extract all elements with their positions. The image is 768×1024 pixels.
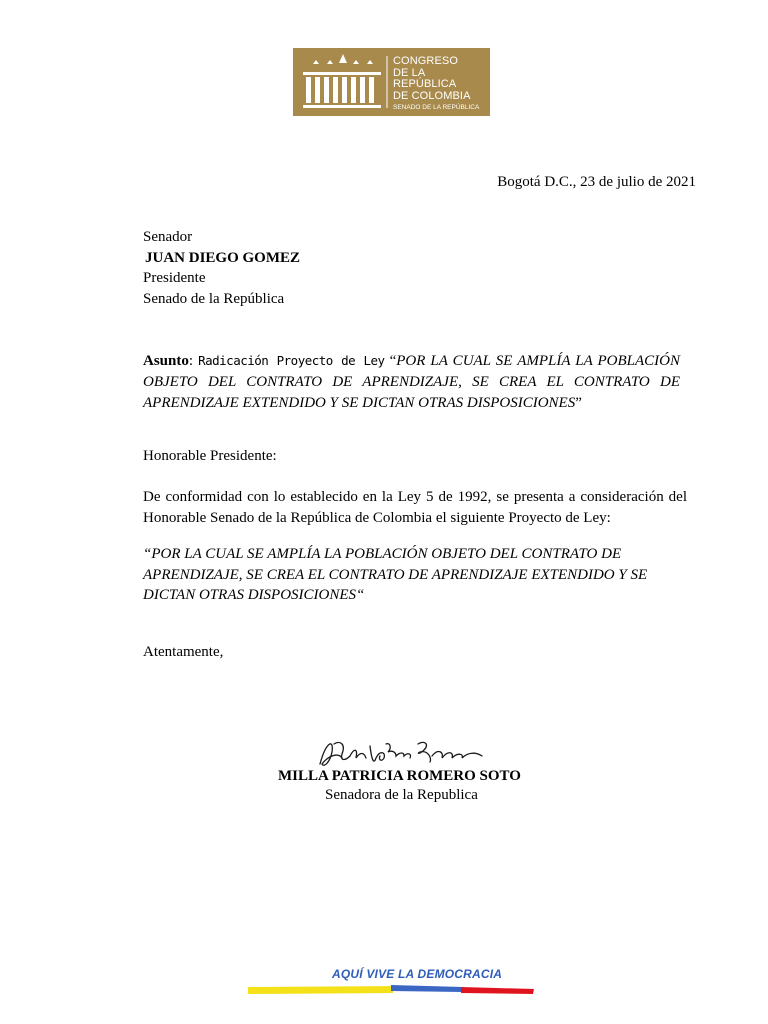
logo-line-3: DE COLOMBIA <box>393 89 471 102</box>
logo-line-1: CONGRESO <box>393 55 458 67</box>
subject-label: Asunto <box>143 353 189 369</box>
congress-logo <box>293 48 490 116</box>
letter-date: Bogotá D.C., 23 de julio de 2021 <box>497 174 696 190</box>
logo-text <box>393 56 490 112</box>
recipient-institution: Senado de la República <box>143 290 285 307</box>
body-paragraph: De conformidad con lo establecido en la Ley 5 de 1992, se presenta a consideración del Honorable Senado de la República de Colombia el siguiente Proyecto de Ley: <box>143 489 687 526</box>
closing: Atentamente, <box>143 644 224 660</box>
subject-prefix: Radicación Proyecto de Ley <box>198 353 385 368</box>
flag-yellow-stripe <box>248 986 393 994</box>
recipient-title: Senador <box>143 229 193 245</box>
subject-bill-title: POR LA CUAL SE AMPLÍA LA POBLACIÓN OBJETO DEL CONTRATO DE APRENDIZAJE, SE CREA EL CONTRATO DE APRENDIZAJE EXTENDIDO Y SE DICTAN OTRAS DISPOSICIONES <box>143 353 681 411</box>
quote-close: “ <box>356 587 365 603</box>
colombia-flag-stripe-icon <box>248 982 534 996</box>
salutation: Honorable Presidente: <box>143 448 277 464</box>
subject-open-quote: “ <box>389 353 397 369</box>
logo-line-4: SENADO DE LA REPÚBLICA <box>393 104 480 112</box>
bill-title-quote <box>143 544 663 606</box>
signer-name: MILLA PATRICIA ROMERO SOTO <box>278 768 521 784</box>
subject-close-quote: ” <box>575 395 582 411</box>
flag-red-stripe <box>461 987 534 994</box>
logo-line-2: DE LA REPÚBLICA <box>393 66 457 91</box>
recipient-name: JUAN DIEGO GOMEZ <box>145 249 301 266</box>
quote-text: POR LA CUAL SE AMPLÍA LA POBLACIÓN OBJETO DEL CONTRATO DE APRENDIZAJE, SE CREA EL CONTRATO DE APRENDIZAJE EXTENDIDO Y SE DICTAN OTRAS DISPOSICIONES <box>143 546 648 603</box>
quote-open: “ <box>143 546 152 562</box>
recipient-position: Presidente <box>143 270 206 286</box>
subject-line: Asunto: Radicación Proyecto de Ley “POR LA CUAL SE AMPLÍA LA POBLACIÓN OBJETO DEL CONTRATO DE APRENDIZAJE, SE CREA EL CONTRATO DE APRENDIZAJE EXTENDIDO Y SE DICTAN OTRAS DISPOSICIONES” <box>143 353 681 411</box>
signer-role: Senadora de la Republica <box>325 787 478 803</box>
footer-slogan: AQUÍ VIVE LA DEMOCRACIA <box>332 967 503 981</box>
flag-blue-stripe <box>391 985 463 992</box>
recipient-block <box>143 227 300 309</box>
